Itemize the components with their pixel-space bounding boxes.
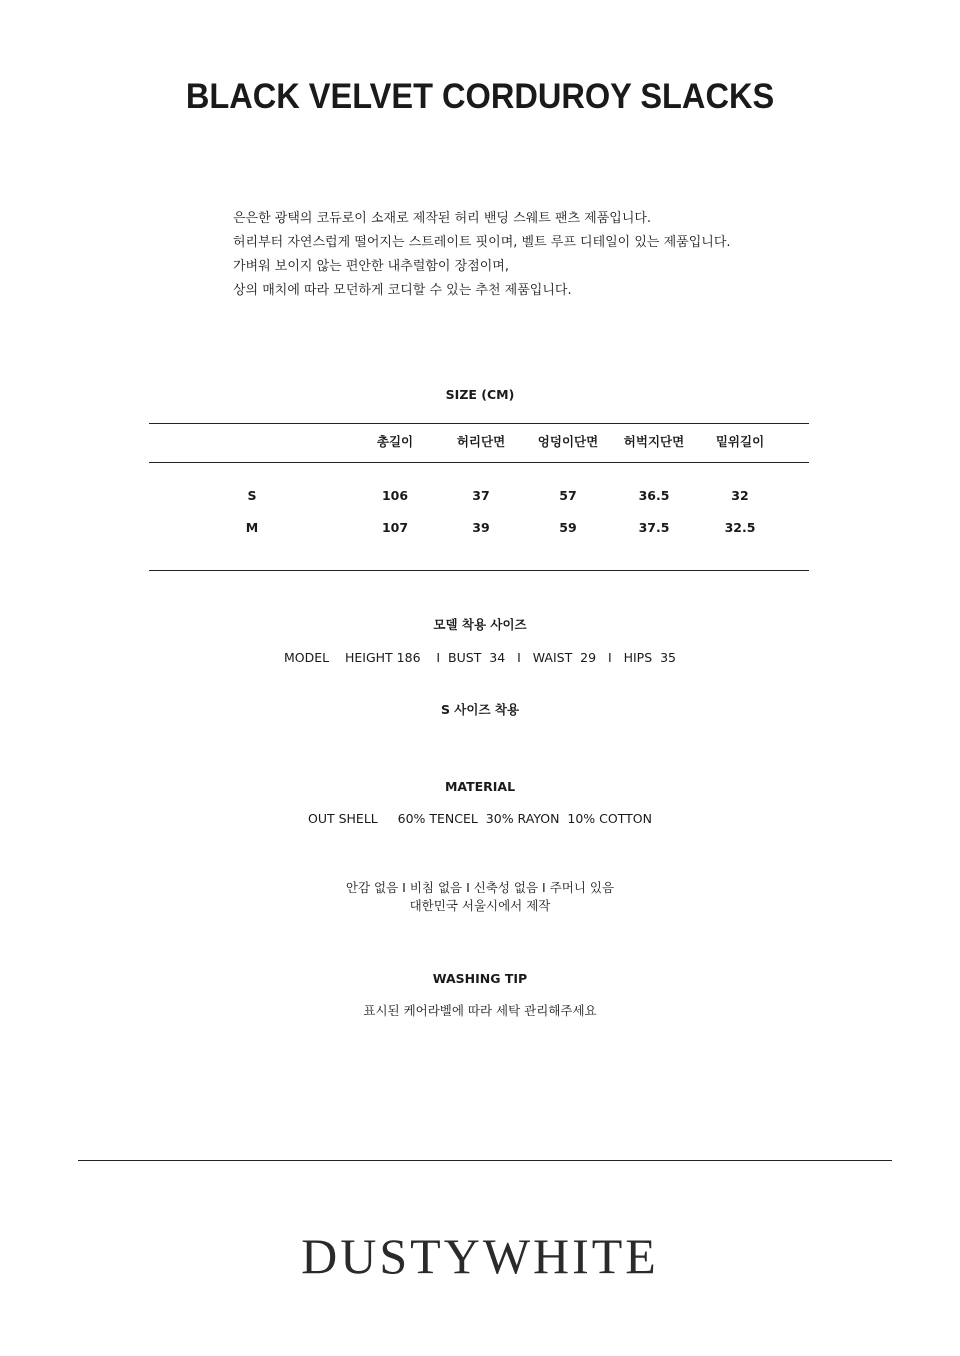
material-composition: OUT SHELL 60% TENCEL 30% RAYON 10% COTTON [308, 811, 652, 826]
washing-tip-heading: WASHING TIP [432, 971, 528, 986]
size-value: 107 [381, 520, 409, 535]
size-column-header: 허리단면 [456, 434, 506, 449]
size-column-header: 엉덩이단면 [537, 434, 599, 449]
size-table-heading: SIZE (CM) [445, 387, 515, 402]
description-line: 가벼워 보이지 않는 편안한 내추럴함이 장점이며, [233, 259, 509, 274]
size-value: 57 [559, 488, 577, 503]
description-line: 허리부터 자연스럽게 떨어지는 스트레이트 핏이며, 벨트 루프 디테일이 있는 제품입니다. [233, 235, 731, 250]
product-title: BLACK VELVET CORDUROY SLACKS [185, 77, 775, 116]
description-line: 상의 매치에 따라 모던하게 코디할 수 있는 추천 제품입니다. [233, 283, 572, 298]
model-measurements: MODEL HEIGHT 186 I BUST 34 I WAIST 29 I HIPS 35 [283, 650, 677, 665]
size-value: 59 [559, 520, 577, 535]
size-table-top-divider [149, 423, 809, 424]
product-description [233, 207, 833, 303]
model-fit-size: S 사이즈 착용 [440, 702, 520, 717]
product-features: 안감 없음 I 비침 없음 I 신축성 없음 I 주머니 있음 [345, 880, 615, 895]
size-column-header: 밑위길이 [715, 434, 765, 449]
material-heading: MATERIAL [444, 779, 516, 794]
size-table-header-divider [149, 462, 809, 463]
brand-logo: DUSTYWHITE [301, 1228, 659, 1284]
size-table-bottom-divider [149, 570, 809, 571]
footer-divider [78, 1160, 892, 1161]
washing-tip-text: 표시된 케어라벨에 따라 세탁 관리해주세요 [363, 1003, 597, 1018]
size-value: 106 [381, 488, 409, 503]
size-column-header: 총길이 [376, 434, 414, 449]
size-value: 37 [472, 488, 490, 503]
size-value: 36.5 [638, 488, 670, 503]
size-value: 32.5 [724, 520, 756, 535]
description-line: 은은한 광택의 코듀로이 소재로 제작된 허리 밴딩 스웨트 팬츠 제품입니다. [233, 211, 652, 226]
made-in: 대한민국 서울시에서 제작 [409, 898, 551, 913]
size-label: S [247, 488, 257, 503]
size-value: 37.5 [638, 520, 670, 535]
size-label: M [245, 520, 259, 535]
model-size-heading: 모델 착용 사이즈 [433, 617, 527, 632]
size-column-header: 허벅지단면 [623, 434, 685, 449]
size-value: 39 [472, 520, 490, 535]
size-value: 32 [731, 488, 749, 503]
